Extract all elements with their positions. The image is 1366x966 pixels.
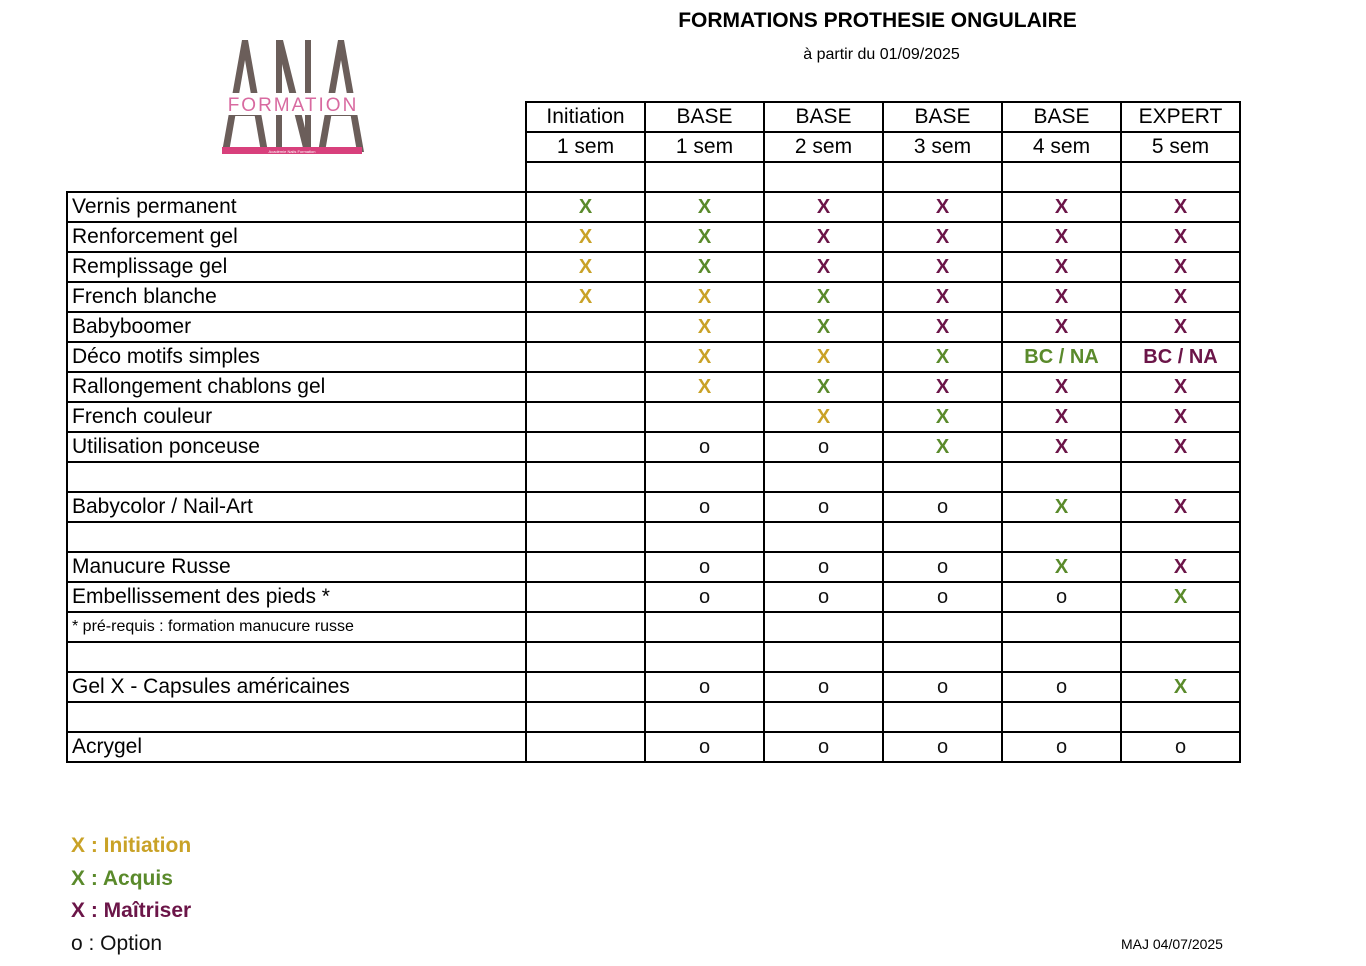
table-cell [1121, 222, 1240, 252]
level-mark: X [1173, 226, 1188, 248]
table-cell [526, 582, 645, 612]
option-mark: o [817, 586, 830, 608]
option-mark: o [698, 556, 711, 578]
table-cell [1002, 282, 1121, 312]
level-mark: X [816, 196, 831, 218]
table-cell [1002, 192, 1121, 222]
column-duration: 2 sem [764, 132, 883, 162]
table-cell [645, 462, 764, 492]
table-cell [764, 402, 883, 432]
table-cell [526, 312, 645, 342]
table-cell [1121, 312, 1240, 342]
table-cell [526, 192, 645, 222]
table-row [67, 552, 1240, 582]
level-mark: X [935, 256, 950, 278]
legend [71, 830, 191, 960]
table-cell [883, 462, 1002, 492]
table-cell [883, 282, 1002, 312]
svg-text:Académie Nails Formation: Académie Nails Formation [268, 149, 316, 154]
table-cell [1002, 732, 1121, 762]
table-row [67, 252, 1240, 282]
legend-initiation: X : Initiation [71, 834, 192, 857]
table-row [67, 582, 1240, 612]
table-cell [764, 702, 883, 732]
level-mark: X [1054, 436, 1069, 458]
level-mark: X [935, 316, 950, 338]
level-mark: X [1054, 316, 1069, 338]
row-label [67, 462, 526, 492]
table-cell [645, 672, 764, 702]
table-row [67, 372, 1240, 402]
table-cell [1121, 282, 1240, 312]
table-row [67, 522, 1240, 552]
level-mark: X [935, 376, 950, 398]
option-mark: o [817, 736, 830, 758]
table-cell [645, 732, 764, 762]
table-cell [526, 552, 645, 582]
table-cell [1002, 402, 1121, 432]
table-row [67, 732, 1240, 762]
column-duration: 3 sem [883, 132, 1002, 162]
table-row [67, 702, 1240, 732]
table-cell [1121, 462, 1240, 492]
table-cell [1121, 642, 1240, 672]
table-cell [645, 522, 764, 552]
table-cell [1121, 342, 1240, 372]
page-subtitle: à partir du 01/09/2025 [803, 46, 960, 63]
table-cell [1121, 702, 1240, 732]
table-cell [1121, 612, 1240, 642]
table-row [67, 402, 1240, 432]
legend-acquis: X : Acquis [71, 866, 173, 890]
column-header: EXPERT [1121, 102, 1240, 132]
table-row [67, 642, 1240, 672]
level-mark: X [1173, 286, 1188, 308]
row-label: Rallongement chablons gel [67, 372, 526, 402]
table-cell [1121, 732, 1240, 762]
table-cell [526, 252, 645, 282]
table-cell [1121, 432, 1240, 462]
level-mark: X [816, 256, 831, 278]
row-label: Remplissage gel [67, 252, 526, 282]
table-cell [1121, 372, 1240, 402]
table-cell [645, 192, 764, 222]
table-cell [883, 342, 1002, 372]
column-duration: 4 sem [1002, 132, 1121, 162]
option-mark: o [936, 676, 949, 698]
table-cell [645, 252, 764, 282]
level-mark: X [935, 436, 950, 458]
table-cell [883, 582, 1002, 612]
level-mark: X [1173, 196, 1188, 218]
level-mark: X [1054, 286, 1069, 308]
table-cell [526, 432, 645, 462]
table-cell [764, 612, 883, 642]
option-mark: o [817, 496, 830, 518]
level-mark: X [1054, 496, 1069, 518]
level-mark: X [578, 226, 593, 248]
row-label [67, 642, 526, 672]
table-cell [764, 522, 883, 552]
table-cell [883, 162, 1002, 192]
level-mark: X [816, 376, 831, 398]
level-mark: X [697, 256, 712, 278]
table-cell [764, 162, 883, 192]
table-cell [883, 312, 1002, 342]
table-cell [1002, 222, 1121, 252]
table-cell [526, 462, 645, 492]
header-row-duration [67, 132, 1240, 162]
table-row [67, 462, 1240, 492]
table-cell [526, 672, 645, 702]
level-mark: X [1054, 406, 1069, 428]
level-mark: X [578, 256, 593, 278]
row-label: * pré-requis : formation manucure russe [67, 612, 526, 642]
table-cell [645, 222, 764, 252]
table-cell [1002, 462, 1121, 492]
level-mark: X [816, 286, 831, 308]
level-mark: X [1173, 496, 1188, 518]
row-label [67, 702, 526, 732]
page-title: FORMATIONS PROTHESIE ONGULAIRE [678, 9, 1077, 32]
table-cell [1121, 402, 1240, 432]
row-label: Vernis permanent [67, 192, 526, 222]
table-cell [764, 732, 883, 762]
table-cell [883, 732, 1002, 762]
svg-text:FORMATION: FORMATION [227, 95, 359, 116]
column-header: BASE [764, 102, 883, 132]
row-label: French couleur [67, 402, 526, 432]
level-mark: X [935, 406, 950, 428]
table-cell [1002, 582, 1121, 612]
table-cell [764, 342, 883, 372]
option-mark: o [817, 676, 830, 698]
table-row [67, 432, 1240, 462]
table-cell [526, 282, 645, 312]
table-cell [526, 402, 645, 432]
table-cell [1121, 192, 1240, 222]
table-cell [645, 342, 764, 372]
table-cell [883, 432, 1002, 462]
row-label: Babyboomer [67, 312, 526, 342]
table-cell [1002, 522, 1121, 552]
table-row [67, 492, 1240, 522]
row-label: Utilisation ponceuse [67, 432, 526, 462]
table-cell [883, 702, 1002, 732]
table-cell [883, 672, 1002, 702]
formations-table [66, 101, 1241, 763]
table-cell [1121, 672, 1240, 702]
table-row [67, 342, 1240, 372]
table-cell [1002, 372, 1121, 402]
row-label: Embellissement des pieds * [67, 582, 526, 612]
table-cell [764, 492, 883, 522]
level-mark: X [935, 196, 950, 218]
table-cell [1002, 672, 1121, 702]
column-duration: 1 sem [526, 132, 645, 162]
table-cell [1002, 162, 1121, 192]
table-cell [645, 312, 764, 342]
table-cell [764, 282, 883, 312]
row-label: Gel X - Capsules américaines [67, 672, 526, 702]
level-mark: X [1054, 226, 1069, 248]
row-label: Renforcement gel [67, 222, 526, 252]
level-mark: X [816, 406, 831, 428]
level-mark: X [1173, 316, 1188, 338]
table-cell [1002, 702, 1121, 732]
table-cell [764, 312, 883, 342]
table-row [67, 672, 1240, 702]
header-spacer [67, 102, 526, 132]
level-mark: X [1173, 376, 1188, 398]
table-cell [1002, 432, 1121, 462]
legend-option: o : Option [71, 931, 163, 955]
table-cell [764, 672, 883, 702]
column-duration: 5 sem [1121, 132, 1240, 162]
table-cell [1121, 162, 1240, 192]
table-cell [1002, 492, 1121, 522]
option-mark: o [817, 556, 830, 578]
row-label: Babycolor / Nail-Art [67, 492, 526, 522]
option-mark: o [1055, 586, 1068, 608]
table-row [67, 282, 1240, 312]
level-mark: X [1054, 556, 1069, 578]
table-cell [526, 732, 645, 762]
option-mark: o [1055, 736, 1068, 758]
table-cell [1121, 492, 1240, 522]
option-mark: o [1055, 676, 1068, 698]
table-cell [883, 252, 1002, 282]
level-mark: X [697, 226, 712, 248]
option-mark: o [936, 556, 949, 578]
level-mark: X [1173, 676, 1188, 698]
table-row [67, 612, 1240, 642]
table-cell [645, 372, 764, 402]
table-cell [526, 342, 645, 372]
table-cell [1002, 612, 1121, 642]
option-mark: o [698, 736, 711, 758]
level-mark: X [1054, 196, 1069, 218]
table-cell [526, 702, 645, 732]
column-duration: 1 sem [645, 132, 764, 162]
level-mark: X [1054, 256, 1069, 278]
level-mark: X [935, 226, 950, 248]
row-label: Acrygel [67, 732, 526, 762]
level-mark: X [935, 346, 950, 368]
row-label: Manucure Russe [67, 552, 526, 582]
table-cell [645, 162, 764, 192]
column-header: BASE [1002, 102, 1121, 132]
table-cell [645, 432, 764, 462]
row-label [67, 522, 526, 552]
option-mark: o [936, 736, 949, 758]
table-cell [883, 522, 1002, 552]
level-mark: X [1173, 556, 1188, 578]
table-cell [883, 372, 1002, 402]
update-date: MAJ 04/07/2025 [1121, 936, 1223, 952]
table-cell [526, 492, 645, 522]
header-spacer [67, 132, 526, 162]
table-cell [526, 612, 645, 642]
table-cell [883, 612, 1002, 642]
level-mark: X [1173, 406, 1188, 428]
table-cell [645, 642, 764, 672]
table-cell [526, 642, 645, 672]
level-mark: X [1173, 256, 1188, 278]
table-cell [526, 222, 645, 252]
table-row [67, 162, 1240, 192]
level-mark: X [1173, 436, 1188, 458]
level-mark: X [816, 226, 831, 248]
level-mark: X [697, 346, 712, 368]
level-mark: X [816, 316, 831, 338]
table-cell [645, 282, 764, 312]
level-mark: X [816, 346, 831, 368]
level-mark: X [697, 376, 712, 398]
table-cell [764, 222, 883, 252]
column-header: Initiation [526, 102, 645, 132]
table-cell [764, 582, 883, 612]
level-mark: X [697, 196, 712, 218]
table-row [67, 192, 1240, 222]
table-cell [645, 492, 764, 522]
table-row [67, 222, 1240, 252]
table-cell [526, 522, 645, 552]
table-cell [1002, 552, 1121, 582]
table-cell [1002, 642, 1121, 672]
table-cell [645, 702, 764, 732]
table-cell [764, 252, 883, 282]
table-cell [1002, 252, 1121, 282]
table-cell [764, 192, 883, 222]
level-mark: X [1054, 376, 1069, 398]
table-cell [645, 612, 764, 642]
option-mark: o [936, 496, 949, 518]
row-label: French blanche [67, 282, 526, 312]
table-cell [764, 432, 883, 462]
option-mark: o [936, 586, 949, 608]
table-cell [1002, 312, 1121, 342]
table-cell [1121, 552, 1240, 582]
row-label: Déco motifs simples [67, 342, 526, 372]
table-cell [883, 402, 1002, 432]
level-mark: X [578, 286, 593, 308]
option-mark: o [698, 586, 711, 608]
header-row-name [67, 102, 1240, 132]
option-mark: o [698, 496, 711, 518]
table-cell [1002, 342, 1121, 372]
table-cell [645, 402, 764, 432]
table-cell [883, 492, 1002, 522]
table-row [67, 312, 1240, 342]
level-mark: X [935, 286, 950, 308]
legend-maitriser: X : Maîtriser [71, 899, 192, 922]
table-cell [526, 162, 645, 192]
level-mark: X [1173, 586, 1188, 608]
table-cell [764, 552, 883, 582]
table-cell [883, 642, 1002, 672]
option-mark: o [698, 676, 711, 698]
table-cell [1121, 252, 1240, 282]
level-mark: BC / NA [1024, 346, 1099, 368]
table-cell [645, 552, 764, 582]
table-cell [1121, 522, 1240, 552]
level-mark: X [697, 316, 712, 338]
level-mark: BC / NA [1143, 346, 1218, 368]
level-mark: X [578, 196, 593, 218]
row-label [67, 162, 526, 192]
option-mark: o [698, 436, 711, 458]
table-cell [883, 222, 1002, 252]
table-cell [645, 582, 764, 612]
table-cell [764, 462, 883, 492]
table-cell [1121, 582, 1240, 612]
level-mark: X [697, 286, 712, 308]
table-cell [764, 372, 883, 402]
option-mark: o [817, 436, 830, 458]
table-cell [526, 372, 645, 402]
option-mark: o [1174, 736, 1187, 758]
column-header: BASE [645, 102, 764, 132]
column-header: BASE [883, 102, 1002, 132]
table-cell [883, 192, 1002, 222]
table-cell [883, 552, 1002, 582]
table-cell [764, 642, 883, 672]
